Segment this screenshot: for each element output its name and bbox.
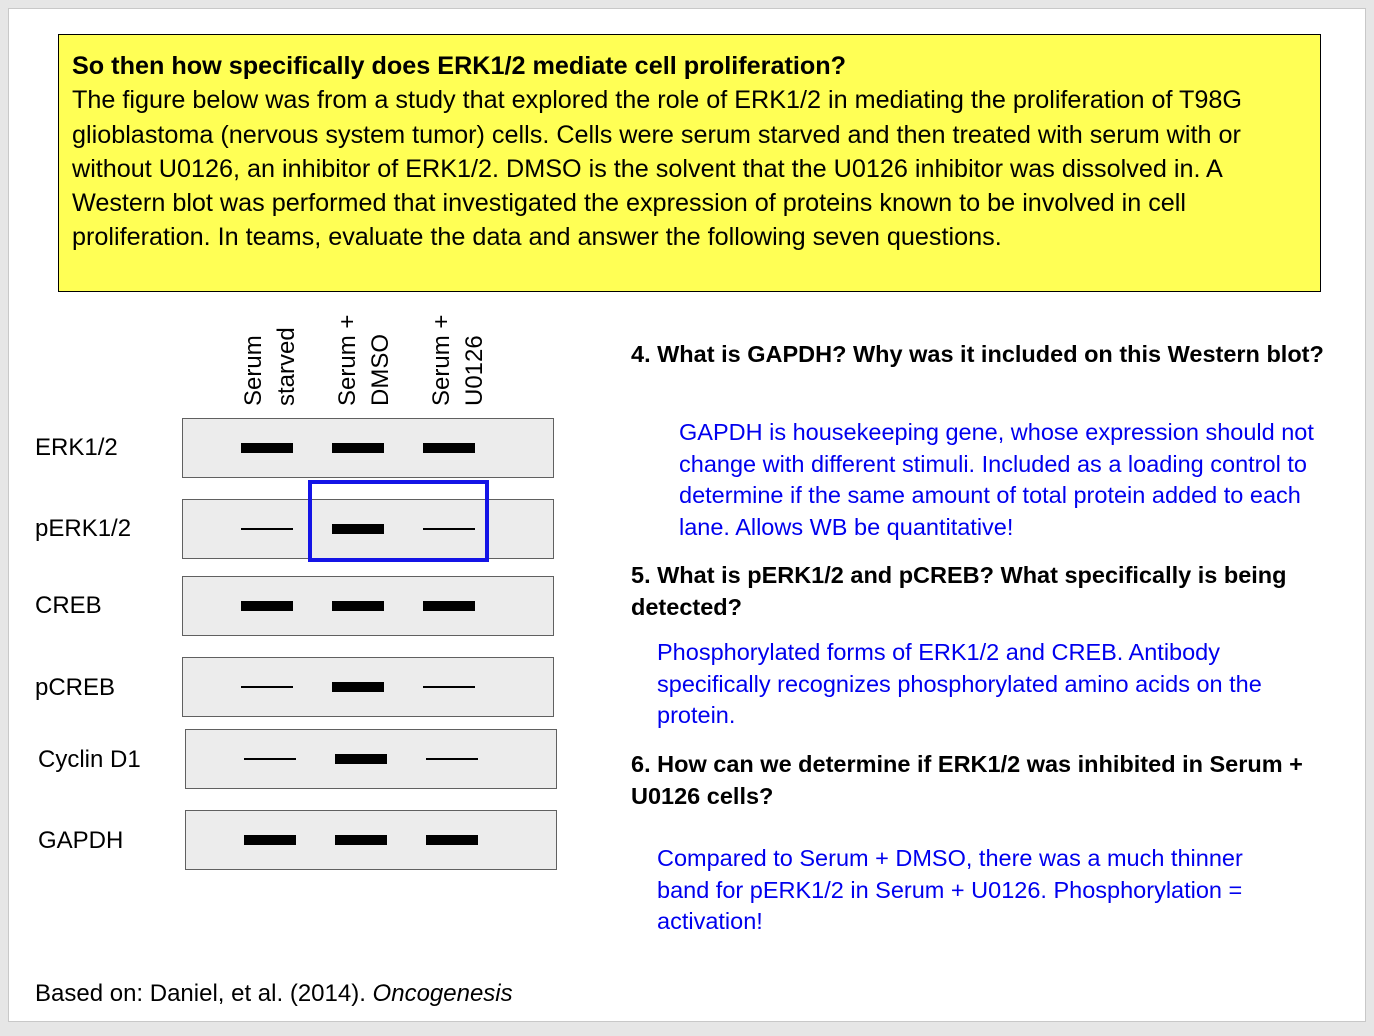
question-4: 4. What is GAPDH? Why was it included on this Western blot? xyxy=(631,341,1324,367)
band-pcreb-lane-1 xyxy=(241,686,293,688)
question-5: 5. What is pERK1/2 and pCREB? What specifically is being detected? xyxy=(631,562,1287,620)
row-label-pcreb: pCREB xyxy=(35,674,116,701)
band-creb-lane-3 xyxy=(423,601,475,611)
blot-strip-cyclin-d1 xyxy=(185,729,557,789)
row-label-cyclin-d1: Cyclin D1 xyxy=(38,746,141,773)
answer-4: GAPDH is housekeeping gene, whose expression should not change with different stimuli. Included as a loading control to determine if the same amount of total protein added to each lane. Allows WB be quantitative! xyxy=(679,419,1314,540)
intro-title: So then how specifically does ERK1/2 mediate cell proliferation? xyxy=(72,52,847,80)
band-gapdh-lane-2 xyxy=(335,835,387,845)
band-perk1-2-lane-1 xyxy=(241,528,293,530)
band-gapdh-lane-1 xyxy=(244,835,296,845)
lane-label-line1: Serum + xyxy=(334,314,361,406)
band-cyclin-d1-lane-2 xyxy=(335,754,387,764)
citation-journal: Oncogenesis xyxy=(372,980,513,1007)
lane-label-serum-u0126 xyxy=(425,315,491,406)
blot-strip-erk xyxy=(182,418,554,478)
band-pcreb-lane-3 xyxy=(423,686,475,688)
lane-label-line2: DMSO xyxy=(367,334,394,406)
band-erk1-2-lane-3 xyxy=(423,443,475,453)
lane-label-line1: Serum + xyxy=(428,314,455,406)
row-label-erk: ERK1/2 xyxy=(35,434,118,461)
lane-label-serum-starved xyxy=(237,327,303,406)
lane-label-line2: U0126 xyxy=(461,335,488,406)
blot-strip-creb xyxy=(182,576,554,636)
blot-strip-gapdh xyxy=(185,810,557,870)
citation-text: Based on: Daniel, et al. (2014). xyxy=(35,980,373,1007)
band-cyclin-d1-lane-1 xyxy=(244,758,296,760)
intro-body: The figure below was from a study that explored the role of ERK1/2 in mediating the proliferation of T98G glioblastoma (nervous system tumor) cells. Cells were serum starved and then treated with serum with or without U0126, an inhibitor of ERK1/2. DMSO is the solvent that the U0126 inhibitor was dissolved in. A Western blot was performed that investigated the expression of proteins known to be involved in cell proliferation. In teams, evaluate the data and answer the following seven questions. xyxy=(72,86,1242,252)
lane-label-line2: starved xyxy=(273,327,300,406)
lane-label-line1: Serum xyxy=(240,335,267,406)
band-pcreb-lane-2 xyxy=(332,682,384,692)
intro-box xyxy=(58,34,1321,292)
band-creb-lane-2 xyxy=(332,601,384,611)
band-erk1-2-lane-2 xyxy=(332,443,384,453)
band-erk1-2-lane-1 xyxy=(241,443,293,453)
lane-label-serum-dmso xyxy=(331,315,397,406)
band-creb-lane-1 xyxy=(241,601,293,611)
band-cyclin-d1-lane-3 xyxy=(426,758,478,760)
answer-5: Phosphorylated forms of ERK1/2 and CREB. Antibody specifically recognizes phosphorylated amino acids on the protein. xyxy=(657,639,1262,728)
row-label-creb: CREB xyxy=(35,592,102,619)
band-gapdh-lane-3 xyxy=(426,835,478,845)
perk-highlight-box xyxy=(308,480,489,562)
citation xyxy=(35,980,513,1008)
row-label-gapdh: GAPDH xyxy=(38,827,124,854)
row-label-perk: pERK1/2 xyxy=(35,515,132,542)
answer-6: Compared to Serum + DMSO, there was a much thinner band for pERK1/2 in Serum + U0126. Phosphorylation = activation! xyxy=(657,845,1243,934)
question-6: 6. How can we determine if ERK1/2 was inhibited in Serum + U0126 cells? xyxy=(631,751,1303,809)
blot-strip-pcreb xyxy=(182,657,554,717)
